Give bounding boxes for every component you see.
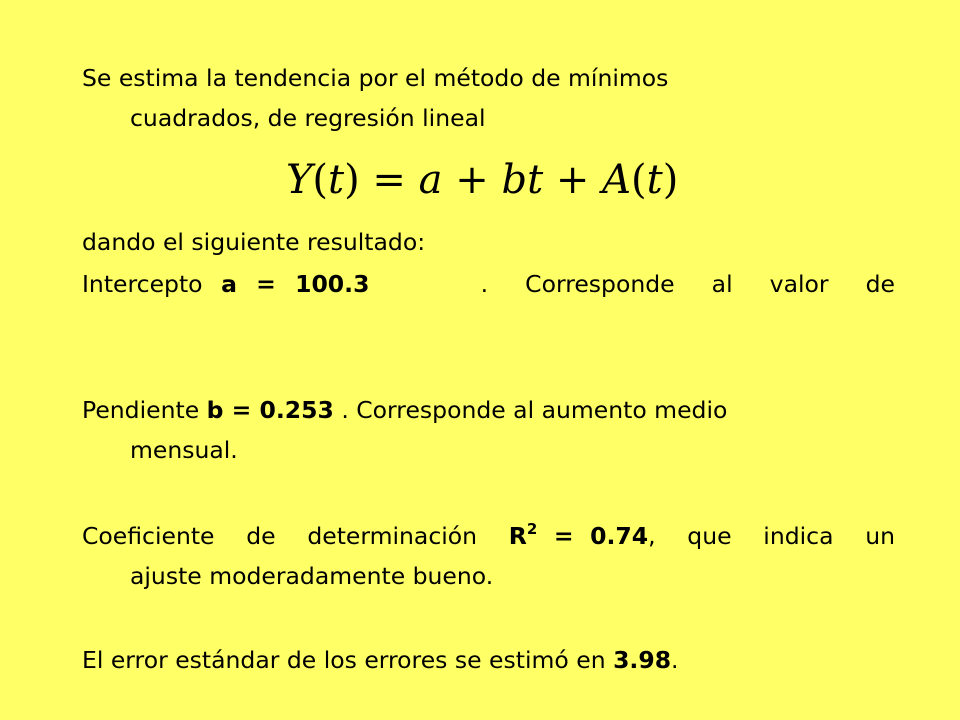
intro-paragraph — [82, 58, 895, 138]
formula-t-1: t — [328, 157, 345, 203]
intercept-rest: . Corresponde al valor de — [369, 270, 895, 298]
result-intro — [82, 222, 895, 262]
formula-plus-2: + — [543, 157, 603, 203]
formula-lparen-2: ( — [631, 157, 647, 203]
r2-line-2: ajuste moderadamente bueno. — [130, 562, 494, 590]
formula-equals: = — [359, 157, 419, 203]
r2-value — [509, 522, 648, 550]
formula-plus-1: + — [442, 157, 502, 203]
r2-rest: , que indica un — [648, 522, 895, 550]
intercept-line-1 — [82, 264, 895, 304]
intro-line-1: Se estima la tendencia por el método de mínimos — [82, 64, 669, 92]
r2-superscript: 2 — [526, 520, 538, 538]
formula-lparen-1: ( — [312, 157, 329, 203]
result-intro-text: dando el siguiente resultado: — [82, 228, 426, 256]
error-text: El error estándar de los errores se estimó en — [82, 646, 614, 674]
r2-label: Coeficiente de determinación — [82, 522, 509, 550]
slope-line-2: mensual. — [130, 436, 238, 464]
r2-line-1 — [82, 516, 895, 556]
formula-A: A — [602, 157, 631, 203]
intercept-value: a = 100.3 — [221, 270, 370, 298]
intercept-label: Intercepto — [82, 270, 222, 298]
r2-number: = 0.74 — [537, 522, 649, 550]
formula-Y: Y — [286, 157, 313, 203]
r2-paragraph — [82, 516, 895, 596]
regression-formula — [286, 150, 679, 210]
slope-paragraph — [82, 390, 895, 470]
slope-value: b = 0.253 — [206, 396, 334, 424]
intercept-paragraph — [82, 264, 895, 304]
formula-t-2: t — [527, 157, 544, 203]
r2-letter: R — [508, 522, 527, 550]
error-value: 3.98 — [613, 646, 672, 674]
formula-rparen-2: ) — [662, 157, 679, 203]
formula-rparen-1: ) — [344, 157, 360, 203]
formula-t-3: t — [646, 157, 663, 203]
slope-rest: . Corresponde al aumento medio — [333, 396, 728, 424]
error-paragraph — [82, 640, 895, 680]
slope-label: Pendiente — [82, 396, 207, 424]
formula-b: b — [501, 157, 528, 203]
formula-a: a — [418, 157, 443, 203]
error-end: . — [671, 646, 679, 674]
intro-line-2: cuadrados, de regresión lineal — [130, 104, 486, 132]
